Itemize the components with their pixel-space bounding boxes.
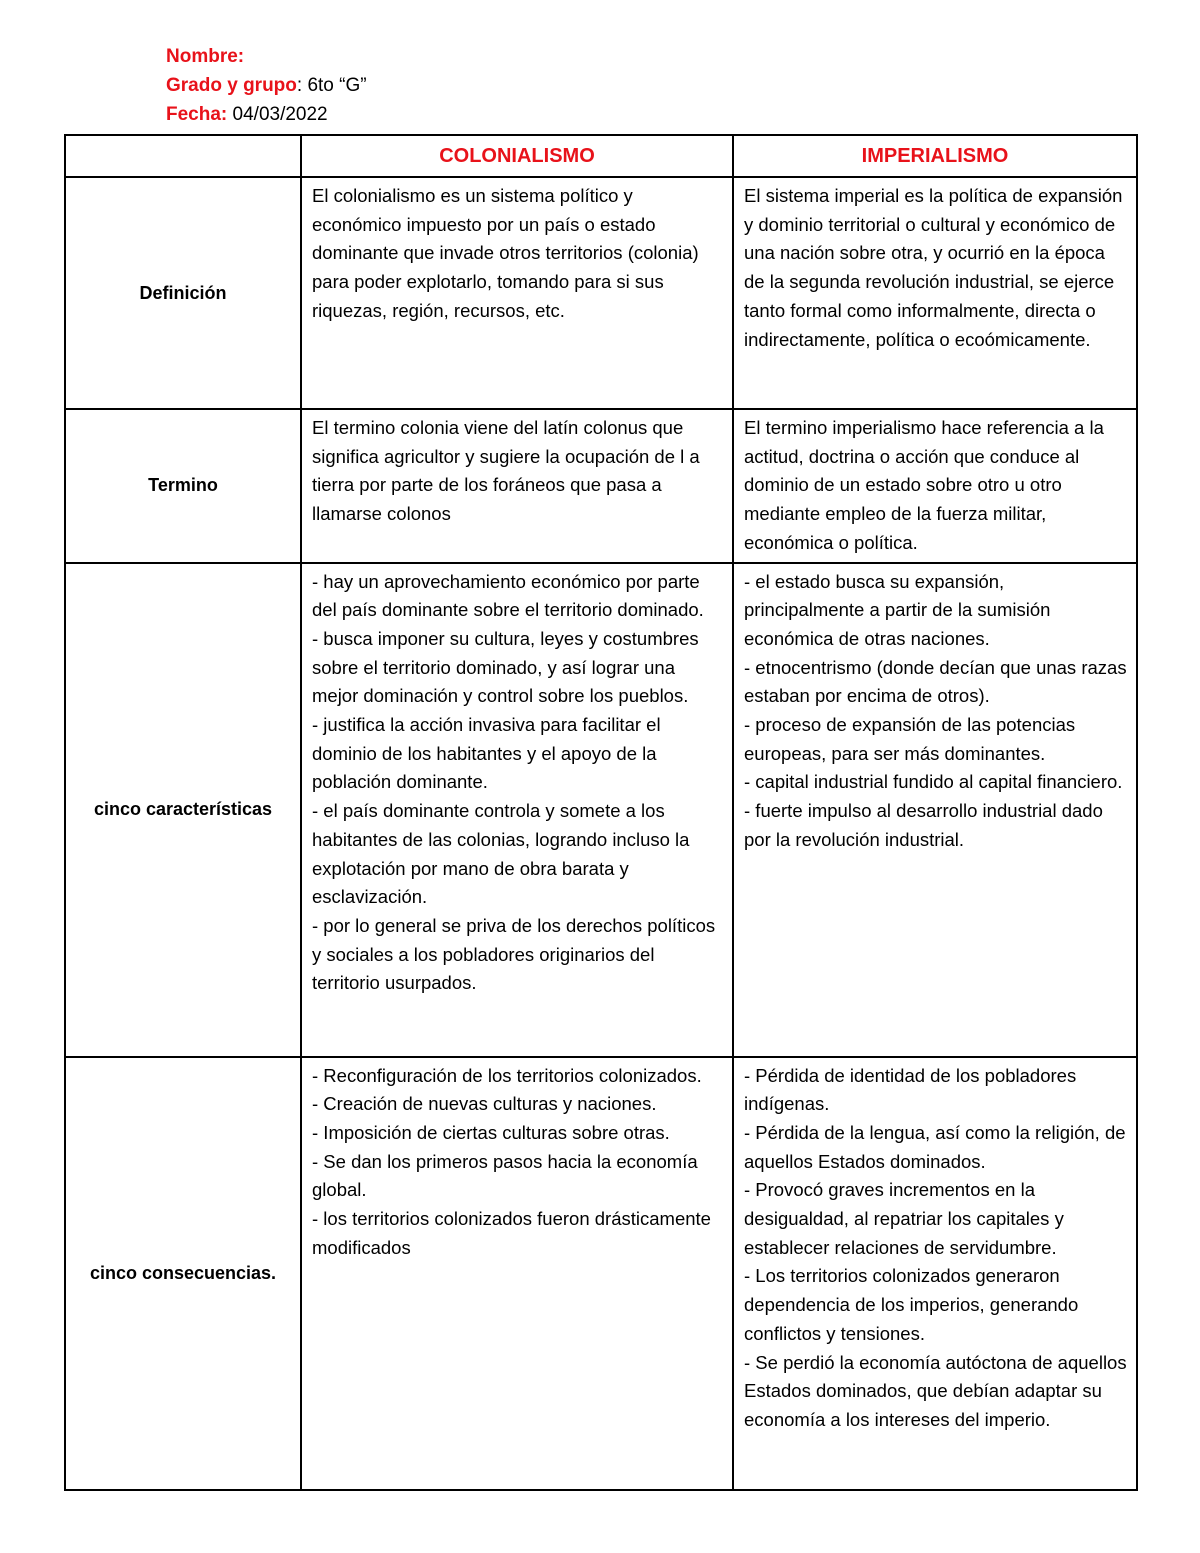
list-item: - proceso de expansión de las potencias europeas, para ser más dominantes.: [744, 714, 1076, 764]
table-row-termino: [65, 409, 1137, 563]
row-label-definicion: Definición: [65, 177, 301, 409]
list-item: - Se dan los primeros pasos hacia la economía global.: [312, 1150, 698, 1201]
text-line: El colonialismo es un sistema político y económico impuesto por un país o estado dominante que invade otros territorios (colonia) para poder explotarlo, tomando para si sus riquezas, región, recursos, etc.: [312, 185, 699, 321]
row-label-caracteristicas: cinco características: [65, 563, 301, 1057]
list-item: - Los territorios colonizados generaron dependencia de los imperios, generando conflictos y tensiones.: [744, 1265, 1079, 1344]
header-colonialismo: COLONIALISMO: [301, 135, 733, 177]
list-item: - los territorios colonizados fueron drásticamente modificados: [312, 1208, 711, 1258]
list-item: - Reconfiguración de los territorios colonizados.: [312, 1064, 702, 1086]
header-cell-empty: [65, 135, 301, 177]
grade-label: Grado y grupo: [166, 75, 297, 96]
cell-colonialismo-caracteristicas: [301, 563, 733, 1057]
cell-colonialismo-consecuencias: [301, 1057, 733, 1490]
list-item: - el estado busca su expansión, principalmente a partir de la sumisión económica de otras naciones.: [744, 570, 1051, 649]
text-line: El termino imperialismo hace referencia a la actitud, doctrina o acción que conduce al dominio de un estado sobre otro u otro mediante empleo de la fuerza militar, económica o política.: [744, 417, 1104, 553]
list-item: - el país dominante controla y somete a los habitantes de las colonias, logrando incluso la explotación por mano de obra barata y esclavización.: [312, 800, 690, 908]
text-line: El sistema imperial es la política de expansión y dominio territorial o cultural y económico de una nación sobre otra, y ocurrió en la época de la segunda revolución industrial, se ejerce tanto formal como informalmente, directa o indirectamente, política o ecoómicamente.: [744, 185, 1123, 350]
header-imperialismo: IMPERIALISMO: [733, 135, 1137, 177]
table-row-definicion: [65, 177, 1137, 409]
grade-line: [166, 71, 367, 100]
list-item: - Se perdió la economía autóctona de aquellos Estados dominados, que debían adaptar su economía a los intereses del imperio.: [744, 1351, 1127, 1430]
cell-imperialismo-consecuencias: [733, 1057, 1137, 1490]
date-label: Fecha:: [166, 104, 228, 125]
grade-value: 6to “G”: [302, 75, 367, 96]
table-row-consecuencias: [65, 1057, 1137, 1490]
date-line: [166, 100, 367, 129]
list-item: - hay un aprovechamiento económico por parte del país dominante sobre el territorio dominado.: [312, 570, 704, 621]
cell-colonialismo-termino: [301, 409, 733, 563]
list-item: - Creación de nuevas culturas y naciones.: [312, 1093, 657, 1115]
name-line: [166, 42, 367, 71]
cell-imperialismo-definicion: [733, 177, 1137, 409]
document-header: [166, 42, 367, 129]
list-item: - Imposición de ciertas culturas sobre otras.: [312, 1121, 670, 1143]
list-item: - Pérdida de la lengua, así como la religión, de aquellos Estados dominados.: [744, 1121, 1126, 1172]
text-line: El termino colonia viene del latín colonus que significa agricultor y sugiere la ocupación de l a tierra por parte de los foráneos que pasa a llamarse colonos: [312, 417, 700, 525]
list-item: - busca imponer su cultura, leyes y costumbres sobre el territorio dominado, y así lograr una mejor dominación y control sobre los pueblos.: [312, 627, 699, 707]
date-value: 04/03/2022: [227, 104, 328, 125]
row-label-termino: Termino: [65, 409, 301, 563]
list-item: - justifica la acción invasiva para facilitar el dominio de los habitantes y el apoyo de la población dominante.: [312, 714, 661, 793]
comparison-table: [64, 134, 1138, 1491]
table-header-row: [65, 135, 1137, 177]
row-label-consecuencias: cinco consecuencias.: [65, 1057, 301, 1490]
list-item: - por lo general se priva de los derechos políticos y sociales a los pobladores originarios del territorio usurpados.: [312, 914, 716, 994]
list-item: - etnocentrismo (donde decían que unas razas estaban por encima de otros).: [744, 656, 1127, 707]
cell-colonialismo-definicion: [301, 177, 733, 409]
list-item: - Pérdida de identidad de los pobladores indígenas.: [744, 1064, 1077, 1115]
table-row-caracteristicas: [65, 563, 1137, 1057]
cell-imperialismo-termino: [733, 409, 1137, 563]
list-item: - fuerte impulso al desarrollo industrial dado por la revolución industrial.: [744, 800, 1103, 850]
grade-colon: :: [296, 75, 303, 96]
list-item: - capital industrial fundido al capital financiero.: [744, 771, 1123, 793]
name-label: Nombre:: [166, 46, 245, 67]
cell-imperialismo-caracteristicas: [733, 563, 1137, 1057]
list-item: - Provocó graves incrementos en la desigualdad, al repatriar los capitales y establecer relaciones de servidumbre.: [744, 1179, 1064, 1258]
